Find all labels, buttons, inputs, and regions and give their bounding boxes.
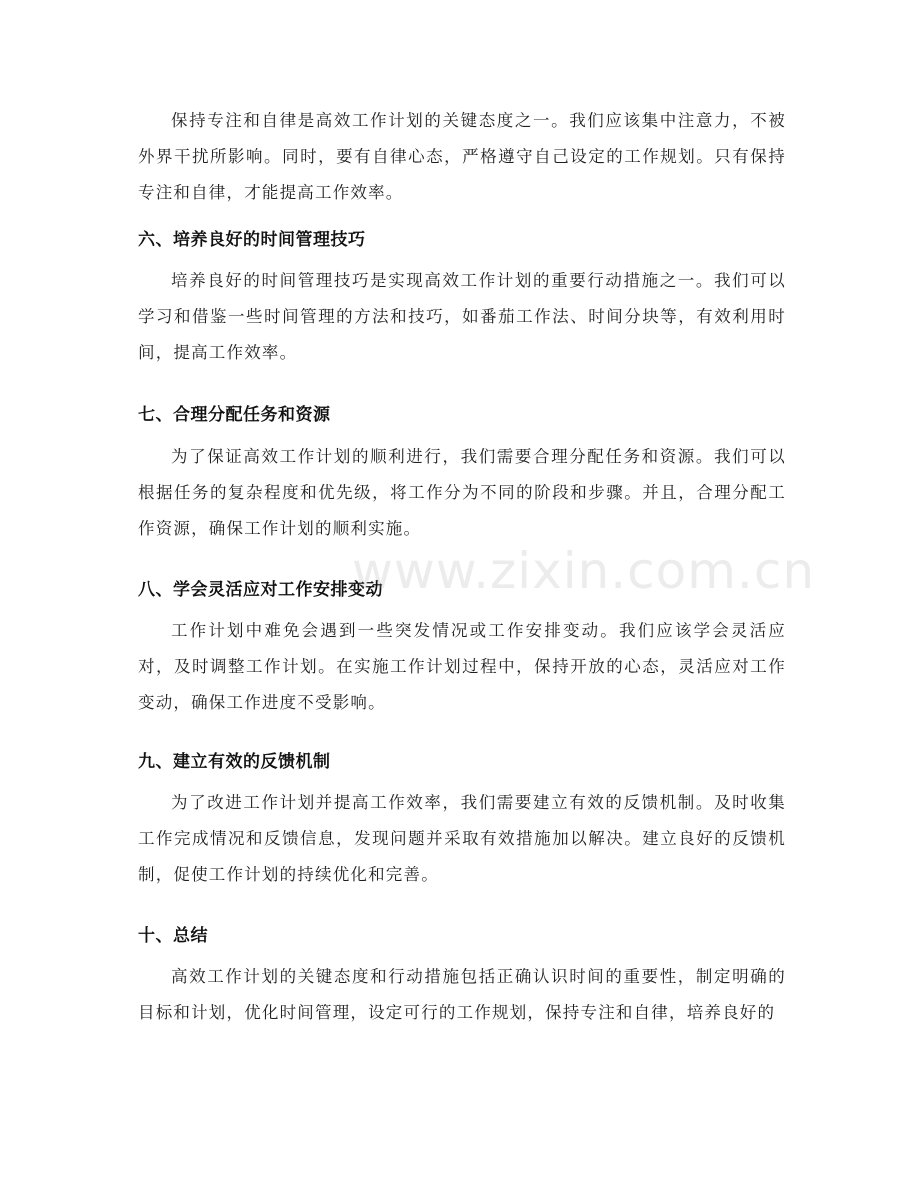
watermark: www.zixin.com.cn <box>352 542 816 600</box>
section-10-paragraph: 高效工作计划的关键态度和行动措施包括正确认识时间的重要性，制定明确的目标和计划，优化时间管理，设定可行的工作规划，保持专注和自律，培养良好的 <box>138 967 786 1022</box>
section-6-heading: 六、培养良好的时间管理技巧 <box>138 230 366 250</box>
section-7-paragraph: 为了保证高效工作计划的顺利进行，我们需要合理分配任务和资源。我们可以根据任务的复杂程度和优先级，将工作分为不同的阶段和步骤。并且，合理分配工作资源，确保工作计划的顺利实施。 <box>138 447 786 538</box>
intro-paragraph: 保持专注和自律是高效工作计划的关键态度之一。我们应该集中注意力，不被外界干扰所影响。同时，要有自律心态，严格遵守自己设定的工作规划。只有保持专注和自律，才能提高工作效率。 <box>138 111 786 202</box>
section-8-heading: 八、学会灵活应对工作安排变动 <box>138 580 383 600</box>
section-10-heading: 十、总结 <box>138 926 208 946</box>
section-6-paragraph: 培养良好的时间管理技巧是实现高效工作计划的重要行动措施之一。我们可以学习和借鉴一些时间管理的方法和技巧，如番茄工作法、时间分块等，有效利用时间，提高工作效率。 <box>138 271 786 362</box>
section-9-heading: 九、建立有效的反馈机制 <box>138 752 331 772</box>
section-8-paragraph: 工作计划中难免会遇到一些突发情况或工作安排变动。我们应该学会灵活应对，及时调整工作计划。在实施工作计划过程中，保持开放的心态，灵活应对工作变动，确保工作进度不受影响。 <box>138 621 786 712</box>
section-9-paragraph: 为了改进工作计划并提高工作效率，我们需要建立有效的反馈机制。及时收集工作完成情况和反馈信息，发现问题并采取有效措施加以解决。建立良好的反馈机制，促使工作计划的持续优化和完善。 <box>138 793 786 884</box>
section-7-heading: 七、合理分配任务和资源 <box>138 405 331 425</box>
